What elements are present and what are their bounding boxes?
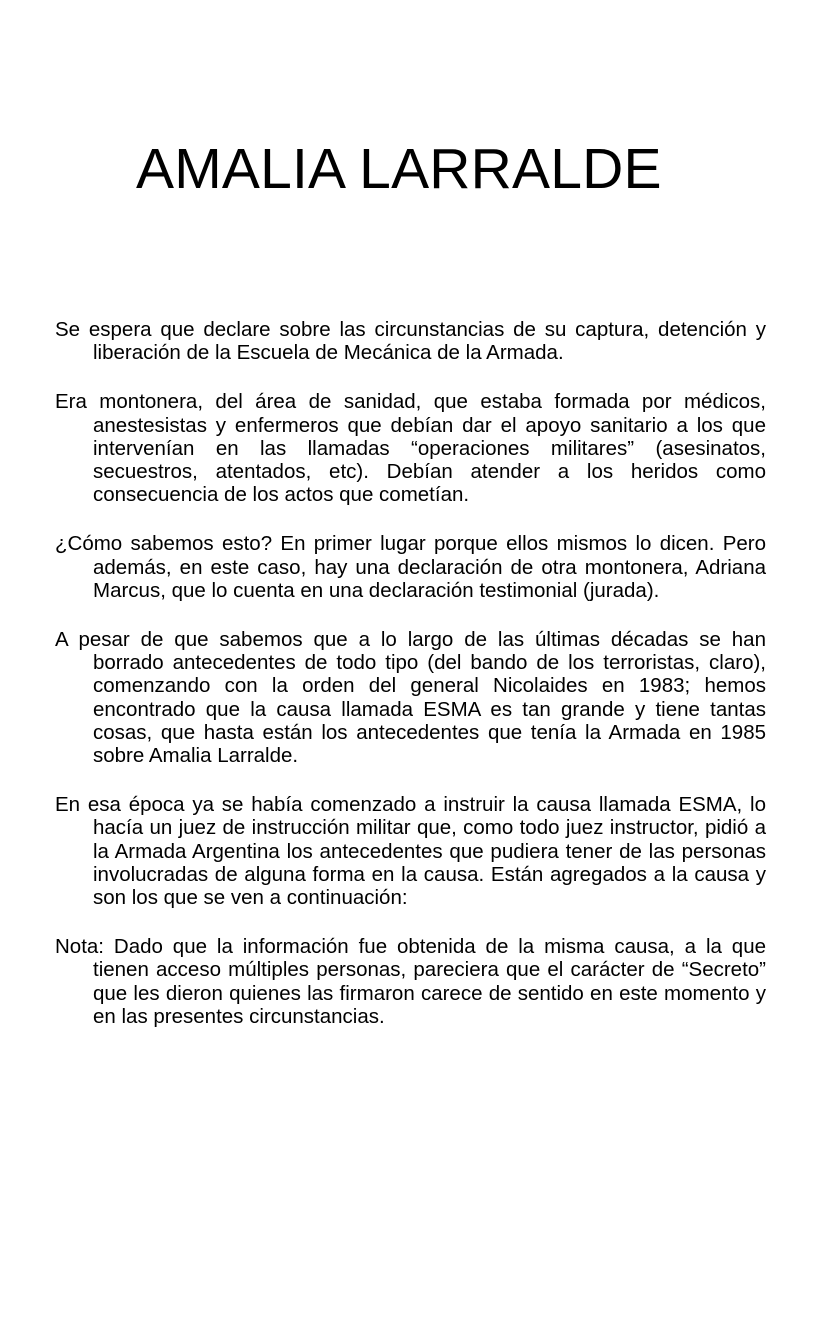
paragraph-testimony-purpose: Se espera que declare sobre las circunstancias de su captura, detención y liberación de la Escuela de Mecánica de la Armada.: [55, 318, 766, 365]
paragraph-antecedents: A pesar de que sabemos que a lo largo de las últimas décadas se han borrado antecedentes de todo tipo (del bando de los terroristas, claro), comenzando con la orden del general Nicolaides en 1983; hemos encontrado que la causa llamada ESMA es tan grande y tiene tantas cosas, que hasta están los antecedentes que tenía la Armada en 1985 sobre Amalia Larralde.: [55, 628, 766, 768]
paragraph-note: Nota: Dado que la información fue obtenida de la misma causa, a la que tienen acceso múltiples personas, pareciera que el carácter de “Secreto” que les dieron quienes las firmaron carece de sentido en este momento y en las presentes circunstancias.: [55, 935, 766, 1028]
paragraph-sanidad-area: Era montonera, del área de sanidad, que estaba formada por médicos, anestesistas y enfermeros que debían dar el apoyo sanitario a los que intervenían en las llamadas “operaciones militares” (asesinatos, secuestros, atentados, etc). Debían atender a los heridos como consecuencia de los actos que cometían.: [55, 390, 766, 507]
page-title: AMALIA LARRALDE: [136, 137, 662, 201]
paragraph-how-we-know: ¿Cómo sabemos esto? En primer lugar porque ellos mismos lo dicen. Pero además, en este caso, hay una declaración de otra montonera, Adriana Marcus, que lo cuenta en una declaración testimonial (jurada).: [55, 532, 766, 602]
paragraph-esma-cause: En esa época ya se había comenzado a instruir la causa llamada ESMA, lo hacía un juez de instrucción militar que, como todo juez instructor, pidió a la Armada Argentina los antecedentes que pudiera tener de las personas involucradas de alguna forma en la causa. Están agregados a la causa y son los que se ven a continuación:: [55, 793, 766, 910]
document-body: [55, 318, 766, 1054]
